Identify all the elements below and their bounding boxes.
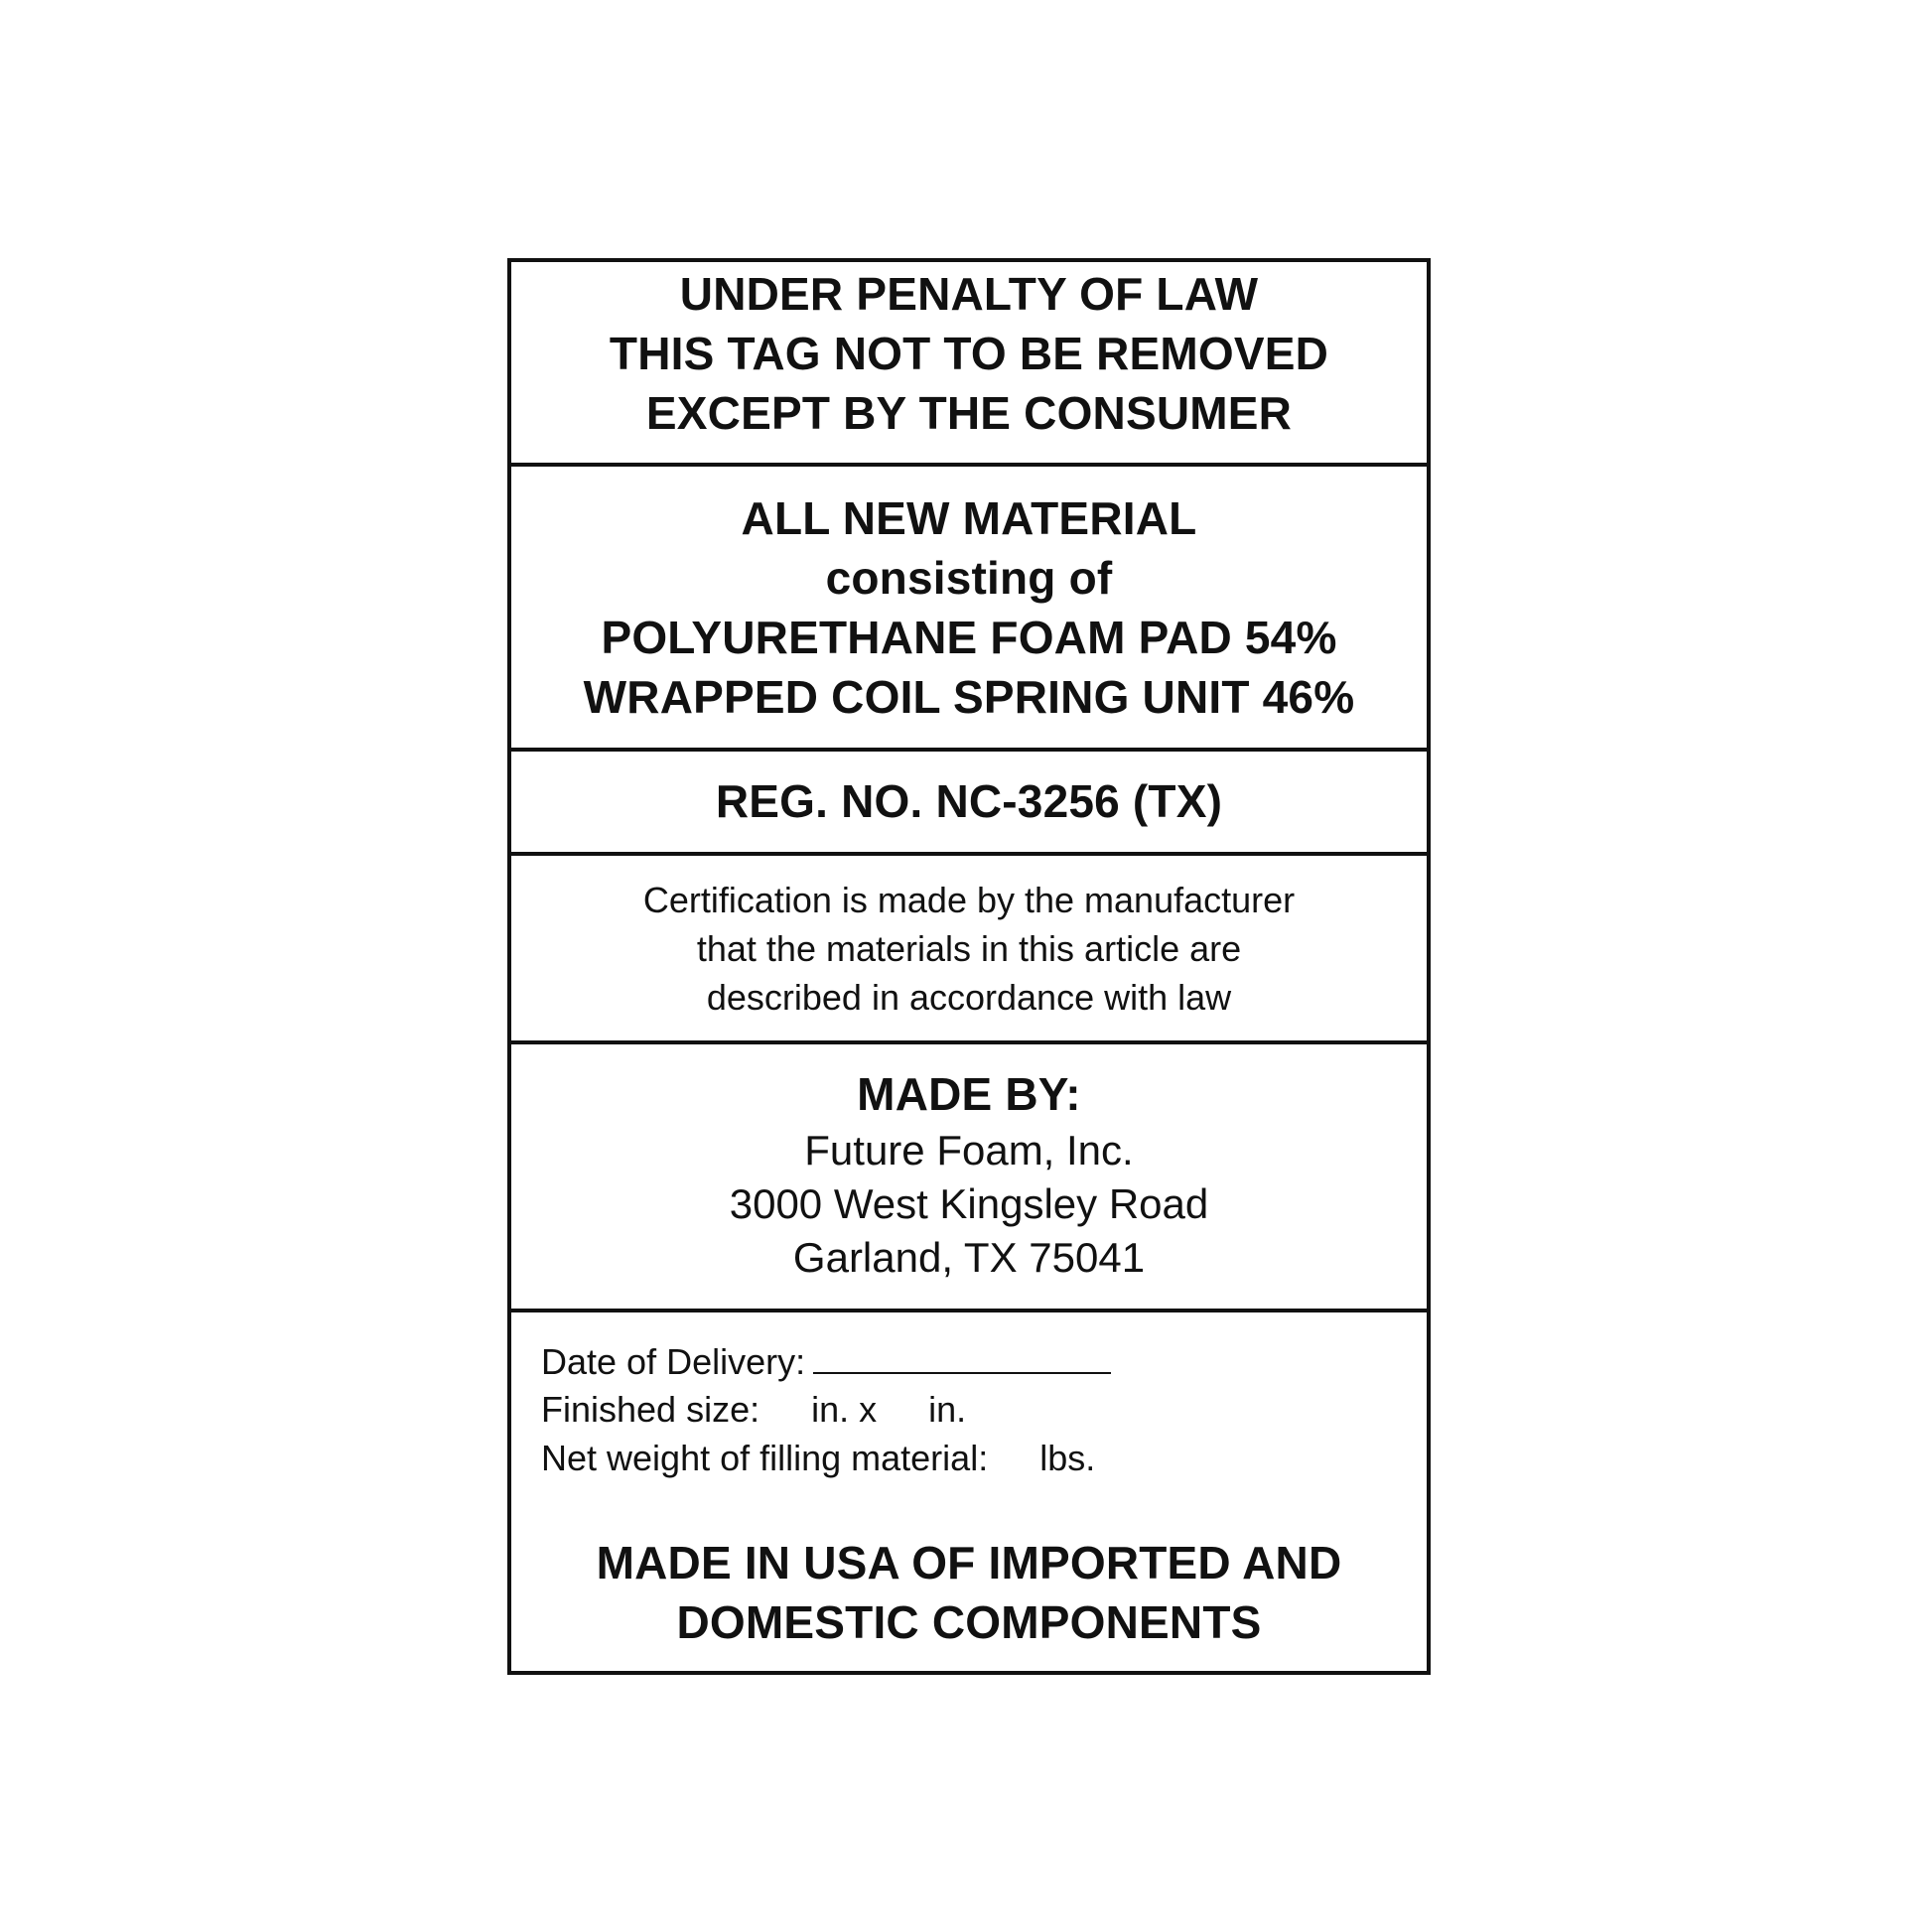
material-line: WRAPPED COIL SPRING UNIT 46% (583, 671, 1355, 723)
manufacturer-heading: MADE BY: (857, 1068, 1081, 1120)
material-line: consisting of (825, 552, 1113, 604)
material-line: POLYURETHANE FOAM PAD 54% (601, 612, 1337, 663)
delivery-date-blank (813, 1336, 1111, 1374)
certification-line: Certification is made by the manufacturer (642, 880, 1296, 920)
manufacturer-name: Future Foam, Inc. (804, 1127, 1134, 1173)
size-unit: in. (928, 1389, 967, 1430)
warning-line: THIS TAG NOT TO BE REMOVED (609, 328, 1329, 379)
origin-line: DOMESTIC COMPONENTS (676, 1596, 1262, 1648)
certification-line: described in accordance with law (706, 977, 1232, 1018)
certification-line: that the materials in this article are (696, 928, 1242, 969)
manufacturer-section (511, 1044, 1427, 1309)
size-unit: in. x (811, 1389, 878, 1430)
registration-section (511, 752, 1427, 852)
weight-unit: lbs. (1039, 1438, 1096, 1478)
finished-size-field (541, 1385, 966, 1434)
warning-line: EXCEPT BY THE CONSUMER (645, 387, 1293, 439)
net-weight-field (541, 1434, 1095, 1482)
finished-size-label: Finished size: (541, 1389, 760, 1430)
material-section (511, 467, 1427, 748)
material-line: ALL NEW MATERIAL (741, 492, 1197, 544)
warning-line: UNDER PENALTY OF LAW (679, 268, 1259, 320)
details-section (511, 1312, 1427, 1671)
law-tag (507, 258, 1431, 1675)
origin-statement (511, 1533, 1427, 1652)
delivery-date-label: Date of Delivery: (541, 1341, 806, 1382)
origin-line: MADE IN USA OF IMPORTED AND (596, 1537, 1342, 1588)
manufacturer-street: 3000 West Kingsley Road (729, 1180, 1209, 1227)
warning-section (511, 262, 1427, 463)
registration-number: REG. NO. NC-3256 (TX) (715, 775, 1223, 827)
net-weight-label: Net weight of filling material: (541, 1438, 989, 1478)
delivery-date-field (541, 1336, 1111, 1386)
manufacturer-city: Garland, TX 75041 (792, 1234, 1146, 1281)
certification-section (511, 856, 1427, 1040)
